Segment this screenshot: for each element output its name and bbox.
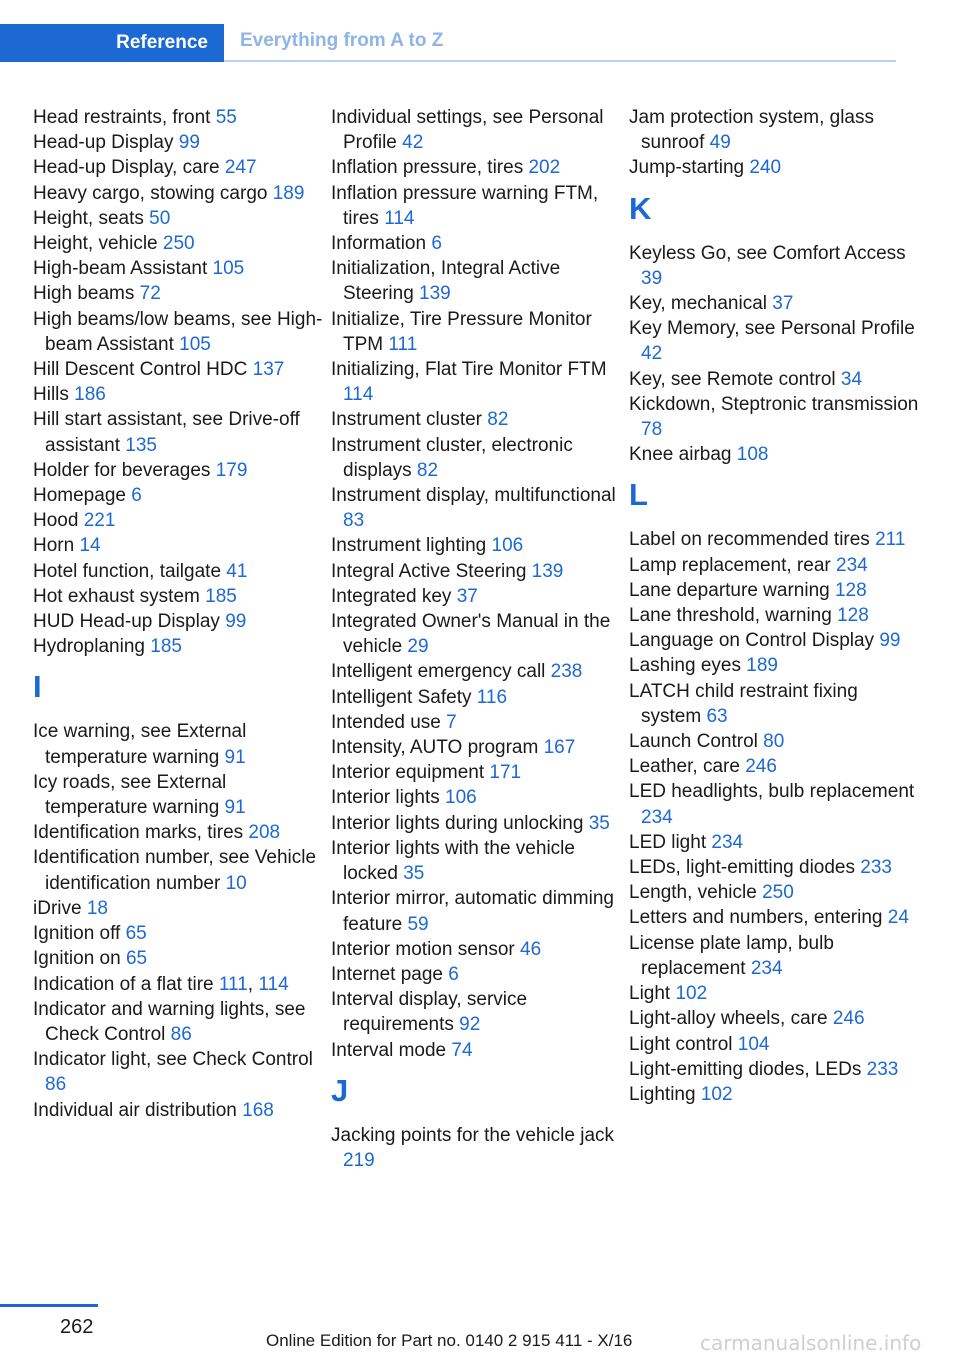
index-entry-text: Launch Control <box>629 731 764 753</box>
page-reference-link[interactable]: 37 <box>772 293 794 315</box>
page-reference-link[interactable]: 234 <box>750 957 783 979</box>
index-entry <box>629 779 919 829</box>
index-entry-text: Inflation pressure warning FTM, tires <box>331 182 599 229</box>
page-reference-link[interactable]: 219 <box>343 1149 375 1171</box>
index-entry-text: Instrument lighting <box>331 535 492 557</box>
page-reference-link[interactable]: 83 <box>343 510 365 532</box>
index-entry-text: Head-up Display <box>33 132 179 154</box>
index-entry <box>331 559 621 584</box>
index-entry-text: Instrument display, multifunctional <box>331 485 616 507</box>
index-entry-text: Intended use <box>331 711 447 733</box>
index-column-1 <box>33 105 323 1123</box>
index-entry <box>629 855 919 880</box>
index-entry-text: Integral Active Steering <box>331 560 532 582</box>
index-entry <box>331 231 621 256</box>
index-entry-text: Head restraints, front <box>33 107 216 128</box>
index-entry <box>33 609 323 634</box>
page-reference-link[interactable]: 80 <box>763 731 785 753</box>
page-reference-link[interactable]: 99 <box>225 611 247 633</box>
index-entry-text: Leather, care <box>629 756 746 778</box>
index-entry-text: Ice warning, see External temperature warning <box>33 721 247 768</box>
breadcrumb: Everything from A to Z <box>240 30 444 51</box>
index-entry <box>629 553 919 578</box>
page-reference-link[interactable]: 39 <box>641 267 663 289</box>
index-entry-text: Ignition off <box>33 923 126 945</box>
index-entry-text: Lighting <box>629 1083 701 1105</box>
index-entry <box>629 880 919 905</box>
index-entry <box>33 1098 323 1123</box>
index-entry-text: Hydroplaning <box>33 636 151 658</box>
index-entry-text: Instrument cluster <box>331 409 488 431</box>
index-entry <box>331 155 621 180</box>
page-reference-link[interactable]: 7 <box>446 711 457 733</box>
page-reference-link[interactable]: 78 <box>641 419 663 441</box>
page-reference-link[interactable]: 208 <box>248 822 281 844</box>
index-entry-text: Interior mirror, automatic dimming feature <box>331 888 614 935</box>
page-reference-link[interactable]: 10 <box>225 872 247 894</box>
page-reference-link[interactable]: 99 <box>879 630 901 652</box>
page-reference-link[interactable]: 168 <box>242 1099 274 1121</box>
index-entry-text: HUD Head-up Display <box>33 611 226 633</box>
index-entry-text: Information <box>331 233 432 255</box>
index-entry-text: High-beam Assistant <box>33 258 213 280</box>
index-entry-text: Hill Descent Control HDC <box>33 359 253 381</box>
edition-note: Online Edition for Part no. 0140 2 915 411 - X/16 <box>266 1331 633 1350</box>
page-reference-link[interactable]: 221 <box>83 510 116 532</box>
index-entry <box>629 603 919 628</box>
page-reference-link[interactable]: 234 <box>836 554 868 576</box>
section-title: Reference <box>116 32 208 53</box>
page-reference-link[interactable]: 86 <box>45 1074 67 1096</box>
index-entry <box>629 679 919 729</box>
index-entry <box>33 997 323 1047</box>
page-reference-link[interactable]: 6 <box>431 233 442 255</box>
page-reference-link[interactable]: 72 <box>139 283 161 305</box>
index-entry <box>33 407 323 457</box>
index-entry-text: Label on recommended tires <box>629 529 876 551</box>
page-reference-link[interactable]: 114 <box>343 384 374 406</box>
index-entry-text: Interior lights <box>331 787 446 809</box>
page-reference-link[interactable]: 185 <box>205 585 237 607</box>
index-entry <box>331 811 621 836</box>
page-reference-link[interactable]: 42 <box>641 343 663 365</box>
page-reference-link[interactable]: 114 <box>258 973 289 995</box>
index-entry-text: Holder for beverages <box>33 459 216 481</box>
page-reference-link[interactable]: 91 <box>224 746 246 768</box>
index-entry-text: Individual air distribution <box>33 1099 243 1121</box>
page-reference-link[interactable]: 135 <box>125 434 157 456</box>
index-entry-text: iDrive <box>33 897 87 919</box>
page-reference-link[interactable]: 63 <box>706 705 728 727</box>
index-entry <box>33 719 323 769</box>
index-entry <box>331 685 621 710</box>
page-reference-link[interactable]: 102 <box>700 1083 733 1105</box>
page-reference-link[interactable]: 50 <box>149 207 171 229</box>
page-reference-link[interactable]: 49 <box>709 132 731 154</box>
index-entry-text: Keyless Go, see Comfort Access <box>629 242 906 264</box>
index-entry-text: Head-up Display, care <box>33 157 225 179</box>
index-entry-text: Identification number, see Vehicle identification number <box>33 847 317 894</box>
page-reference-link[interactable]: 234 <box>641 806 673 828</box>
index-entry <box>33 946 323 971</box>
page-reference-link[interactable]: 167 <box>543 737 576 759</box>
page-reference-link[interactable]: 247 <box>224 157 257 179</box>
watermark: carmanualsonline.info <box>700 1331 922 1355</box>
page-reference-link[interactable]: 106 <box>491 535 524 557</box>
page-reference-link[interactable]: 59 <box>407 913 429 935</box>
page-reference-link[interactable]: 35 <box>588 812 610 834</box>
index-entry <box>33 634 323 659</box>
index-entry-text: Lane threshold, warning <box>629 605 838 627</box>
page-reference-link[interactable]: 108 <box>736 444 769 466</box>
index-entry <box>33 231 323 256</box>
index-entry <box>33 155 323 180</box>
index-entry <box>331 105 621 155</box>
page-reference-link[interactable]: 41 <box>226 560 248 582</box>
index-entry <box>331 962 621 987</box>
index-letter-heading: L <box>629 477 648 513</box>
index-entry-text: LED light <box>629 831 712 853</box>
page-reference-link[interactable]: 102 <box>675 983 708 1005</box>
page-reference-link[interactable]: 171 <box>489 762 522 784</box>
index-entry-text: Knee airbag <box>629 444 737 466</box>
page-reference-link[interactable]: 246 <box>832 1008 865 1030</box>
page-reference-link[interactable]: 6 <box>448 963 459 985</box>
footer-accent-bar <box>0 1304 98 1307</box>
index-entry <box>331 483 621 533</box>
index-entry-text: Internet page <box>331 963 449 985</box>
index-entry-text: High beams <box>33 283 140 305</box>
page-reference-link[interactable]: 106 <box>445 787 477 809</box>
index-letter-heading: I <box>33 669 42 705</box>
page-reference-link[interactable]: 128 <box>834 579 867 601</box>
index-entry-text: Lamp replacement, rear <box>629 554 836 576</box>
page-reference-link[interactable]: 250 <box>162 233 195 255</box>
index-entry-text: Key, see Remote control <box>629 368 841 390</box>
index-entry <box>331 407 621 432</box>
index-entry-text: Hills <box>33 384 75 406</box>
index-letter-heading: K <box>629 190 652 226</box>
page-reference-link[interactable]: 74 <box>451 1039 473 1061</box>
index-entry-text: Indication of a flat tire <box>33 973 219 995</box>
index-entry: Indication of a flat tire 111, 114 <box>33 973 289 995</box>
index-entry <box>629 628 919 653</box>
index-entry <box>331 533 621 558</box>
index-entry <box>331 584 621 609</box>
index-entry <box>33 584 323 609</box>
index-entry <box>629 830 919 855</box>
index-entry <box>629 105 919 155</box>
page-reference-link[interactable]: 46 <box>520 938 542 960</box>
index-entry-text: Indicator and warning lights, see Check Control <box>33 998 306 1045</box>
index-entry-text: Intensity, AUTO program <box>331 737 544 759</box>
index-entry-text: Horn <box>33 535 80 557</box>
index-entry <box>629 527 919 552</box>
index-entry-text: Initialization, Integral Active Steering <box>331 258 561 305</box>
page-reference-link[interactable]: 37 <box>456 585 478 607</box>
index-entry-text: Hot exhaust system <box>33 585 206 607</box>
index-entry-text: Initializing, Flat Tire Monitor FTM <box>331 359 607 381</box>
index-entry <box>33 845 323 895</box>
index-entry <box>629 392 919 442</box>
page-reference-link[interactable]: 202 <box>528 157 561 179</box>
page-reference-link[interactable]: 211 <box>875 529 906 551</box>
index-entry <box>331 1123 621 1173</box>
page-reference-link[interactable]: 92 <box>459 1014 481 1036</box>
index-entry <box>629 1057 919 1082</box>
index-entry <box>629 442 919 467</box>
page-reference-link[interactable]: 179 <box>215 459 248 481</box>
page-reference-link[interactable]: 111 <box>218 973 248 995</box>
index-entry <box>629 367 919 392</box>
index-entry <box>331 760 621 785</box>
index-entry-text: Letters and numbers, entering <box>629 907 888 929</box>
page-number: 262 <box>60 1316 94 1338</box>
index-entry <box>33 382 323 407</box>
index-entry-text: Light-alloy wheels, care <box>629 1008 833 1030</box>
index-entry-text: High beams/low beams, see High-beam Assistant <box>33 308 323 355</box>
page-reference-link[interactable]: 14 <box>79 535 101 557</box>
index-entry <box>33 820 323 845</box>
index-entry <box>33 458 323 483</box>
index-entry-text: Interior motion sensor <box>331 938 521 960</box>
index-entry <box>629 981 919 1006</box>
page-reference-link[interactable]: 233 <box>860 857 892 879</box>
page-reference-link[interactable]: 189 <box>746 655 778 677</box>
index-entry <box>629 291 919 316</box>
index-entry <box>331 886 621 936</box>
index-entry <box>33 483 323 508</box>
index-entry <box>629 653 919 678</box>
page-reference-link[interactable]: 105 <box>212 258 245 280</box>
index-entry-text: Jam protection system, glass sunroof <box>629 107 874 154</box>
page-reference-link[interactable]: 104 <box>737 1033 770 1055</box>
page-reference-link[interactable]: 111 <box>388 333 418 355</box>
index-entry <box>331 1038 621 1063</box>
index-entry <box>331 937 621 962</box>
index-entry-text: Integrated Owner's Manual in the vehicle <box>331 611 611 658</box>
index-entry <box>33 1047 323 1097</box>
index-entry-text: Initialize, Tire Pressure Monitor TPM <box>331 308 592 355</box>
index-entry <box>331 256 621 306</box>
index-entry <box>331 307 621 357</box>
index-entry <box>629 905 919 930</box>
index-entry <box>331 785 621 810</box>
index-entry-text: Homepage <box>33 485 132 507</box>
page-reference-link[interactable]: 55 <box>215 107 237 128</box>
page-reference-link[interactable]: 35 <box>403 863 425 885</box>
page-reference-link[interactable]: 234 <box>711 831 744 853</box>
page-reference-link[interactable]: 24 <box>887 907 909 929</box>
index-entry-text: Individual settings, see Personal Profile <box>331 107 604 154</box>
index-entry <box>629 931 919 981</box>
index-entry <box>629 241 919 291</box>
index-entry-text: Hotel function, tailgate <box>33 560 227 582</box>
index-entry-text: LEDs, light-emitting diodes <box>629 857 861 879</box>
index-entry-text: Hood <box>33 510 84 532</box>
index-letter-heading: J <box>331 1072 349 1108</box>
index-entry-text: Length, vehicle <box>629 882 763 904</box>
index-entry <box>629 155 919 180</box>
index-entry <box>33 770 323 820</box>
page-reference-link[interactable]: 65 <box>125 948 148 970</box>
index-entry <box>33 281 323 306</box>
index-entry-text: Jump-starting <box>629 157 750 179</box>
page-reference-link[interactable]: 91 <box>224 797 246 819</box>
page-reference-link[interactable]: 246 <box>745 756 777 778</box>
index-entry <box>331 433 621 483</box>
index-entry-text: Light-emitting diodes, LEDs <box>629 1058 867 1080</box>
index-entry-text: LATCH child restraint fixing system <box>629 680 858 727</box>
index-entry-text: Icy roads, see External temperature warning <box>33 771 227 819</box>
index-entry <box>33 105 323 130</box>
page-reference-link[interactable]: 186 <box>74 384 106 406</box>
index-entry <box>33 921 323 946</box>
page-reference-link[interactable]: 82 <box>487 409 509 431</box>
index-entry-text: Hill start assistant, see Drive-off assistant <box>33 409 300 456</box>
index-entry-text: Jacking points for the vehicle jack <box>331 1124 615 1146</box>
index-entry-text: License plate lamp, bulb replacement <box>629 932 834 979</box>
index-entry-text: Interval mode <box>331 1039 452 1061</box>
page-reference-link[interactable]: 233 <box>866 1058 899 1080</box>
index-entry <box>331 836 621 886</box>
index-entry <box>331 659 621 684</box>
index-entry <box>331 609 621 659</box>
index-entry <box>33 896 323 921</box>
index-entry <box>331 357 621 407</box>
page-reference-link[interactable]: 65 <box>125 923 147 945</box>
index-entry <box>629 578 919 603</box>
page-reference-link[interactable]: 105 <box>179 333 211 355</box>
index-entry <box>629 1082 919 1107</box>
page-reference-link[interactable]: 114 <box>384 207 415 229</box>
index-entry-text: Instrument cluster, electronic displays <box>331 434 573 481</box>
index-entry <box>629 316 919 366</box>
page-reference-link[interactable]: 189 <box>272 182 305 204</box>
page-reference-link[interactable]: 250 <box>762 882 794 904</box>
index-entry <box>629 1032 919 1057</box>
index-entry <box>629 1006 919 1031</box>
index-entry-text: Indicator light, see Check Control <box>33 1049 313 1071</box>
index-entry-text: Lane departure warning <box>629 579 835 601</box>
page-reference-link[interactable]: 82 <box>416 459 439 481</box>
page-reference-link[interactable]: 238 <box>550 661 583 683</box>
index-entry <box>331 987 621 1037</box>
header-divider <box>224 60 896 62</box>
page-reference-link[interactable]: 18 <box>86 897 108 919</box>
index-entry <box>33 181 323 206</box>
index-entry <box>331 735 621 760</box>
page-reference-link[interactable]: 139 <box>531 560 564 582</box>
index-entry-text: Light control <box>629 1033 738 1055</box>
index-entry-text: Light <box>629 983 676 1005</box>
index-column-2 <box>331 105 621 1173</box>
page-reference-link[interactable]: 116 <box>476 686 508 708</box>
page-reference-link[interactable]: 185 <box>150 636 182 658</box>
index-entry-text: Intelligent emergency call <box>331 661 551 683</box>
index-entry-text: Key, mechanical <box>629 293 773 315</box>
index-entry-text: Kickdown, Steptronic transmission <box>629 393 919 415</box>
page-reference-link[interactable]: 34 <box>840 368 863 390</box>
index-entry <box>629 754 919 779</box>
index-entry <box>33 533 323 558</box>
index-entry <box>33 307 323 357</box>
index-entry-text: Interior lights during unlocking <box>331 812 589 834</box>
index-entry-text: Interior equipment <box>331 762 490 784</box>
section-tab <box>0 24 224 62</box>
index-entry-text: Identification marks, tires <box>33 822 249 844</box>
index-entry <box>33 206 323 231</box>
index-entry <box>33 130 323 155</box>
index-entry-text: Language on Control Display <box>629 630 880 652</box>
index-entry-text: Height, vehicle <box>33 233 163 255</box>
index-entry-text: Interior lights with the vehicle locked <box>331 837 575 885</box>
page-reference-link[interactable]: 139 <box>419 283 451 305</box>
index-entry <box>33 357 323 382</box>
index-entry <box>331 181 621 231</box>
page-reference-link[interactable]: 86 <box>170 1023 192 1045</box>
page-reference-link[interactable]: 29 <box>407 636 429 658</box>
page-reference-link[interactable]: 42 <box>402 132 424 154</box>
index-entry-text: Integrated key <box>331 585 457 607</box>
index-entry-text: Inflation pressure, tires <box>331 157 529 179</box>
index-entry <box>33 508 323 533</box>
index-entry-text: Interval display, service requirements <box>331 989 528 1036</box>
page-reference-link[interactable]: 99 <box>178 132 200 154</box>
index-column-3 <box>629 105 919 1107</box>
index-entry <box>33 559 323 584</box>
index-entry-text: Key Memory, see Personal Profile <box>629 318 915 340</box>
index-entry <box>629 729 919 754</box>
index-entry-text: LED headlights, bulb replacement <box>629 781 915 803</box>
index-entry-text: Intelligent Safety <box>331 686 477 708</box>
page-reference-link[interactable]: 240 <box>749 157 782 179</box>
index-entry-text: Lashing eyes <box>629 655 747 677</box>
page-reference-link[interactable]: 128 <box>837 605 869 627</box>
index-entry <box>331 710 621 735</box>
index-entry <box>33 256 323 281</box>
page-reference-link[interactable]: 6 <box>131 485 142 507</box>
index-entry-text: Ignition on <box>33 948 126 970</box>
index-entry-text: Heavy cargo, stowing cargo <box>33 182 273 204</box>
index-entry-text: Height, seats <box>33 207 150 229</box>
page-reference-link[interactable]: 137 <box>252 359 285 381</box>
